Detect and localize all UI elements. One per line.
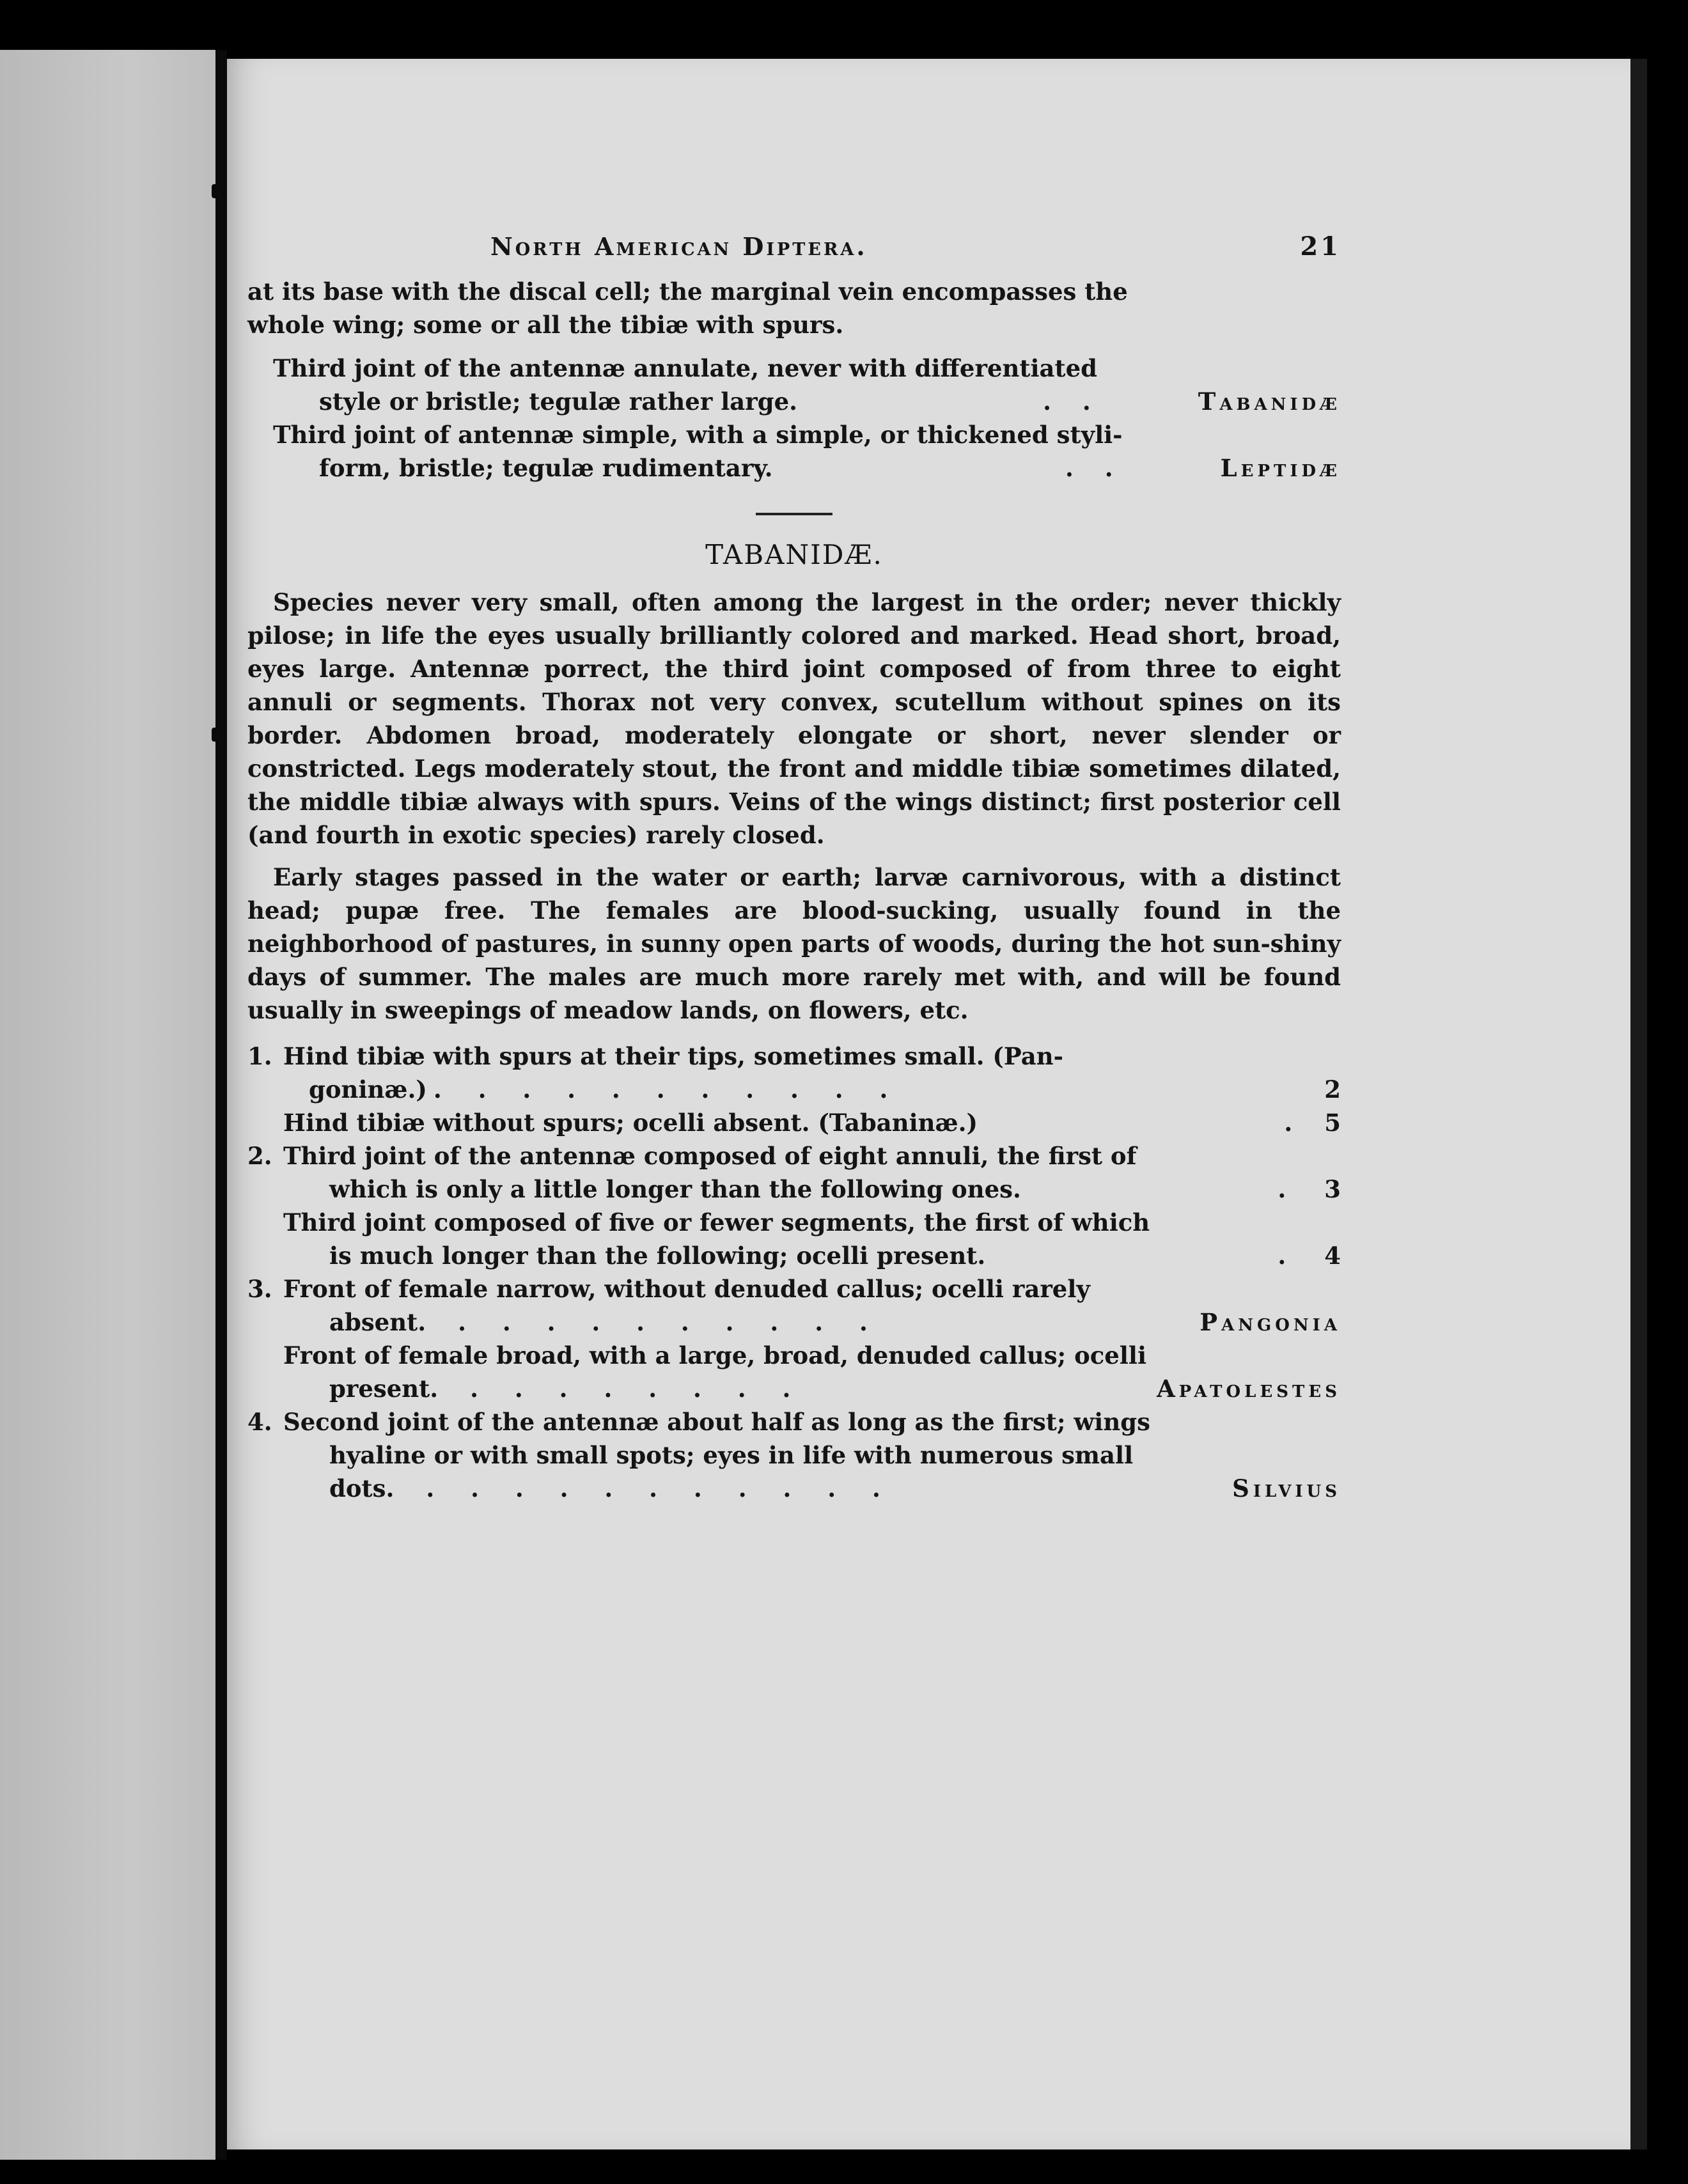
key-line: present. bbox=[329, 1375, 439, 1403]
key-line: Third joint of the antennæ composed of eight annuli, the first of bbox=[283, 1142, 1137, 1170]
genus-name: Silvius bbox=[1232, 1474, 1341, 1502]
key-line: Hind tibiæ without spurs; ocelli absent. (Tabaninæ.) bbox=[283, 1109, 978, 1137]
page-edge bbox=[1630, 59, 1647, 2149]
page-content bbox=[247, 230, 1341, 1505]
key-line: Hind tibiæ with spurs at their tips, sometimes small. (Pan- bbox=[283, 1042, 1063, 1070]
leader-dots: . bbox=[1278, 1242, 1286, 1270]
family-description: Species never very small, often among the largest in the order; never thickly pilose; in life the eyes usually brilliantly colored and marked. Head short, broad, eyes large. Antennæ porrect, the third joint composed of from three to eight annuli or segments. Thorax not very convex, scutellum without spines on its border. Abdomen broad, moderately elongate or short, never slender or constricted. Legs moderately stout, the front and middle tibiæ sometimes dilated, the middle tibiæ always with spurs. Veins of the wings distinct; first posterior cell (and fourth in exotic species) rarely closed. bbox=[247, 588, 1341, 849]
leader-dots: . bbox=[1278, 1175, 1286, 1203]
family-key-entry bbox=[247, 352, 1341, 418]
leader-dots: . . bbox=[1043, 387, 1102, 416]
family-key bbox=[247, 352, 1341, 485]
intro-line-1: at its base with the discal cell; the marginal vein encompasses the bbox=[247, 277, 1128, 306]
page-number: 21 bbox=[1300, 231, 1341, 261]
key-goto: 4 bbox=[1324, 1242, 1341, 1270]
key-line: Third joint composed of five or fewer segments, the first of which bbox=[283, 1208, 1150, 1236]
key-goto: 5 bbox=[1324, 1109, 1341, 1137]
key-line: which is only a little longer than the following ones. bbox=[329, 1175, 1021, 1203]
key-couplet-2 bbox=[247, 1139, 1341, 1272]
family-name: Leptidæ bbox=[1220, 454, 1341, 482]
couplet-number: 3. bbox=[247, 1275, 272, 1303]
family-key-line: form, bristle; tegulæ rudimentary. bbox=[319, 454, 773, 482]
leader-dots: . . . . . . . . . . . bbox=[426, 1474, 895, 1502]
key-line: hyaline or with small spots; eyes in life with numerous small bbox=[329, 1441, 1134, 1469]
family-name: Tabanidæ bbox=[1198, 387, 1341, 416]
couplet-number: 2. bbox=[247, 1142, 272, 1170]
left-page bbox=[0, 50, 217, 2160]
key-couplet-1 bbox=[247, 1040, 1341, 1139]
running-title: North American Diptera. bbox=[490, 232, 868, 261]
section-title: TABANIDÆ. bbox=[705, 539, 883, 570]
book-spine bbox=[215, 50, 227, 2160]
key-couplet-3 bbox=[247, 1272, 1341, 1405]
key-line: absent. bbox=[329, 1308, 426, 1336]
intro-line-2: whole wing; some or all the tibiæ with spurs. bbox=[247, 311, 844, 339]
leader-dots: . . . . . . . . . . bbox=[458, 1308, 882, 1336]
key-goto: 2 bbox=[1324, 1075, 1341, 1104]
genus-key bbox=[247, 1040, 1341, 1505]
couplet-number: 4. bbox=[247, 1408, 272, 1436]
genus-name: Apatolestes bbox=[1157, 1375, 1341, 1403]
genus-name: Pangonia bbox=[1200, 1308, 1341, 1336]
key-line: Front of female narrow, without denuded callus; ocelli rarely bbox=[283, 1275, 1090, 1303]
leader-dots: . bbox=[1284, 1109, 1293, 1137]
key-line: Second joint of the antennæ about half as long as the first; wings bbox=[283, 1408, 1150, 1436]
key-line: goninæ.) bbox=[309, 1075, 427, 1104]
running-header bbox=[247, 230, 1341, 275]
couplet-number: 1. bbox=[247, 1042, 272, 1070]
leader-dots: . . . . . . . . . . . bbox=[433, 1075, 902, 1104]
key-line: dots. bbox=[329, 1474, 395, 1502]
key-couplet-4 bbox=[247, 1405, 1341, 1505]
family-key-entry bbox=[247, 418, 1341, 485]
early-stages-paragraph: Early stages passed in the water or earth; larvæ carnivorous, with a distinct head; pupæ free. The females are blood-sucking, usually found in the neighborhood of pastures, in sunny open parts of woods, during the hot sun-shiny days of summer. The males are much more rarely met with, and will be found usually in sweepings of meadow lands, on flowers, etc. bbox=[247, 863, 1341, 1024]
family-key-line: style or bristle; tegulæ rather large. bbox=[319, 387, 798, 416]
leader-dots: . . bbox=[1065, 454, 1125, 482]
key-goto: 3 bbox=[1324, 1175, 1341, 1203]
section-divider bbox=[756, 513, 832, 515]
family-key-line: Third joint of antennæ simple, with a simple, or thickened styli- bbox=[273, 421, 1123, 449]
leader-dots: . . . . . . . . bbox=[470, 1375, 805, 1403]
family-key-line: Third joint of the antennæ annulate, never with differentiated bbox=[273, 354, 1098, 382]
key-line: Front of female broad, with a large, broad, denuded callus; ocelli bbox=[283, 1341, 1147, 1369]
key-line: is much longer than the following; ocelli present. bbox=[329, 1242, 986, 1270]
intro-continuation bbox=[247, 275, 1341, 341]
